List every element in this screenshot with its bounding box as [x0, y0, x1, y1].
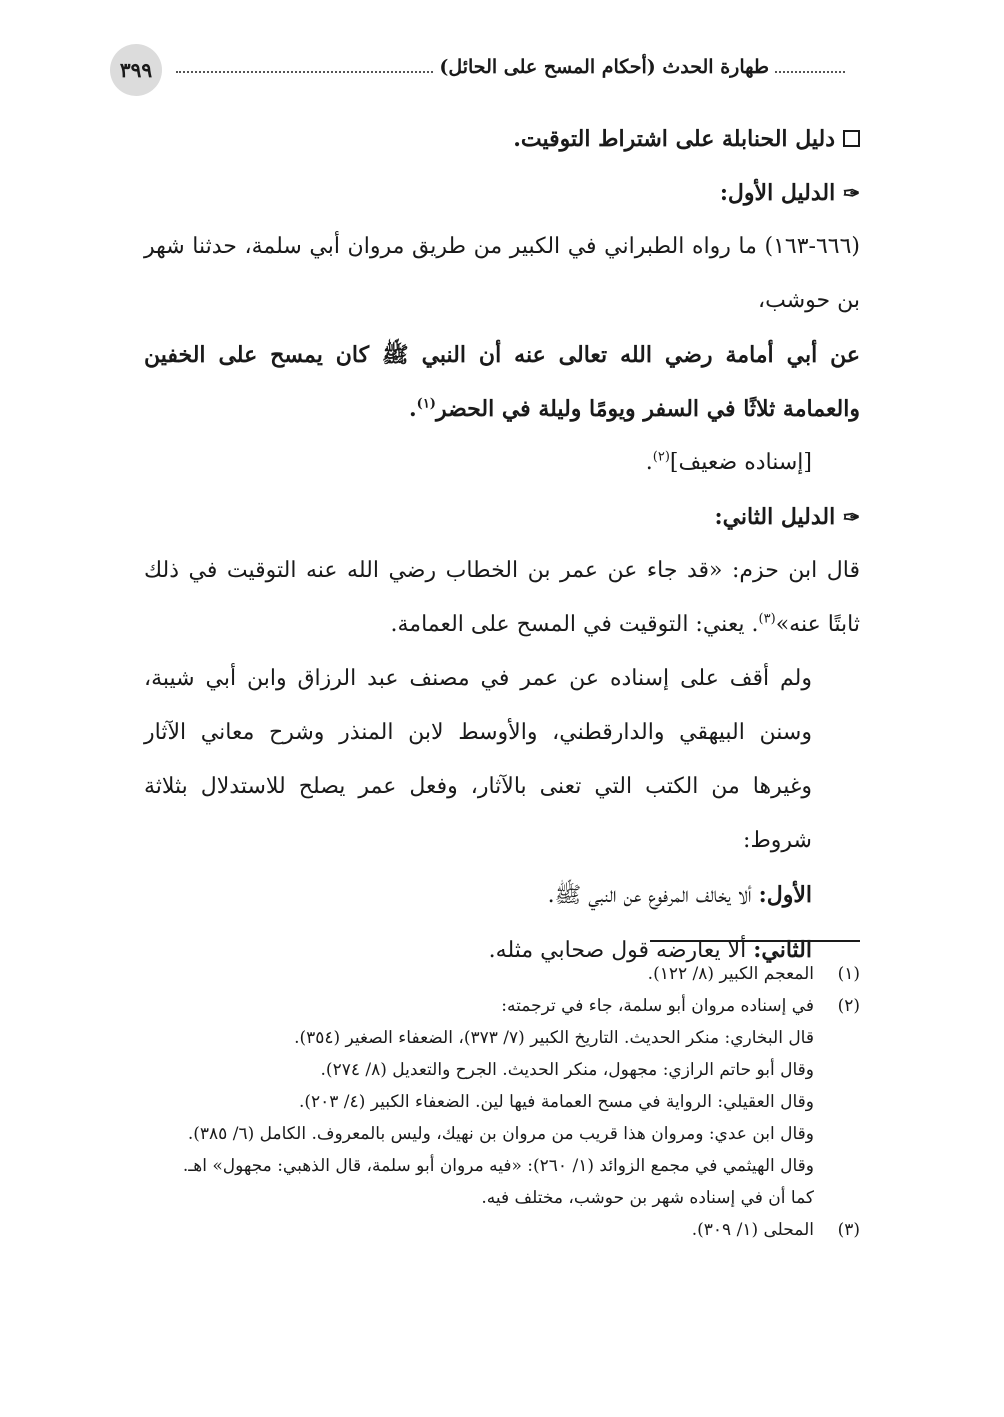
dotted-leader-right — [775, 71, 845, 73]
ibn-hazm-quote: قال ابن حزم: «قد جاء عن عمر بن الخطاب رضي الله عنه التوقيت في ذلك ثابتًا عنه»$^{(٣)}$. يعني: التوقيت في المسح على العمامة. — [144, 558, 860, 637]
footnote-2-line: وقال ابن عدي: ومروان هذا قريب من مروان بن نهيك، وليس بالمعروف. الكامل (٦/ ٣٨٥). — [187, 1124, 814, 1144]
hadith-intro: (٦٦٦-١٦٣) ما رواه الطبراني في الكبير من طريق مروان أبي سلمة، حدثنا شهر بن حوشب، — [144, 234, 860, 313]
main-text — [144, 112, 860, 978]
condition-2: الثاني: ألا يعارضه قول صحابي مثله. — [488, 937, 812, 963]
footnote-2-line: وقال أبو حاتم الرازي: مجهول، منكر الحديث. الجرح والتعديل (٨/ ٢٧٤). — [320, 1060, 814, 1080]
page-number: ٣٩٩ — [110, 44, 162, 96]
footnote-3: (٣) المحلى (١/ ٣٠٩). — [691, 1220, 860, 1240]
footnote-separator — [650, 940, 860, 942]
footnote-2-line: وقال الهيثمي في مجمع الزوائد (١/ ٢٦٠): «فيه مروان أبو سلمة، قال الذهبي: مجهول» اهـ. — [182, 1156, 814, 1176]
running-title-row — [176, 56, 845, 78]
square-bullet-icon — [843, 130, 860, 147]
hadith-text: عن أبي أمامة رضي الله تعالى عنه أن النبي ﷺ كان يمسح على الخفين والعمامة ثلاثًا في السفر ويومًا وليلة في الحضر — [144, 342, 860, 422]
footnote-ref-2[interactable]: (٢) — [652, 449, 670, 465]
dotted-leader-left — [176, 71, 433, 73]
evidence-1-title: ✑الدليل الأول: — [144, 166, 860, 220]
footnote-2-line: قال البخاري: منكر الحديث. التاريخ الكبير (٧/ ٣٧٣)، الضعفاء الصغير (٣٥٤). — [294, 1028, 814, 1048]
page-header — [110, 44, 845, 104]
running-title: طهارة الحدث (أحكام المسح على الحائل) — [439, 56, 769, 78]
footnote-ref-3[interactable]: (٣) — [758, 611, 776, 627]
quill-pen-icon: ✑ — [843, 181, 860, 205]
hadith-grading: [إسناده ضعيف]$^{(٢)}$. — [645, 449, 812, 475]
footnote-2-line: كما أن في إسناده شهر بن حوشب، مختلف فيه. — [481, 1188, 814, 1208]
hadith-text-paragraph: عن أبي أمامة رضي الله تعالى عنه أن النبي ﷺ كان يمسح على الخفين والعمامة ثلاثًا في السفر ويومًا وليلة في الحضر$^{(١)}$. — [144, 342, 860, 422]
condition-1: الأول: ألا يخالف المرفوع عن النبي ﷺ. — [547, 882, 812, 908]
footnote-2: (٢) في إسناده مروان أبو سلمة، جاء في ترجمته: — [501, 996, 860, 1016]
footnote-2-line: وقال العقيلي: الرواية في مسح العمامة فيها لين. الضعفاء الكبير (٤/ ٢٠٣). — [298, 1092, 814, 1112]
quill-pen-icon: ✑ — [843, 505, 860, 529]
footnotes — [144, 958, 860, 1246]
footnote-1: (١) المعجم الكبير (٨/ ١٢٢). — [647, 964, 860, 984]
search-note-paragraph: ولم أقف على إسناده عن عمر في مصنف عبد الرزاق وابن أبي شيبة، وسنن البيهقي والدارقطني، والأوسط لابن المنذر وشرح معاني الآثار وغيرها من الكتب التي تعنى بالآثار، وفعل عمر يصلح للاستدلال بثلاثة شروط: — [144, 666, 812, 853]
evidence-2-title: ✑الدليل الثاني: — [144, 490, 860, 544]
section-heading: دليل الحنابلة على اشتراط التوقيت. — [144, 112, 860, 166]
footnote-ref-1[interactable]: (١) — [416, 396, 436, 412]
